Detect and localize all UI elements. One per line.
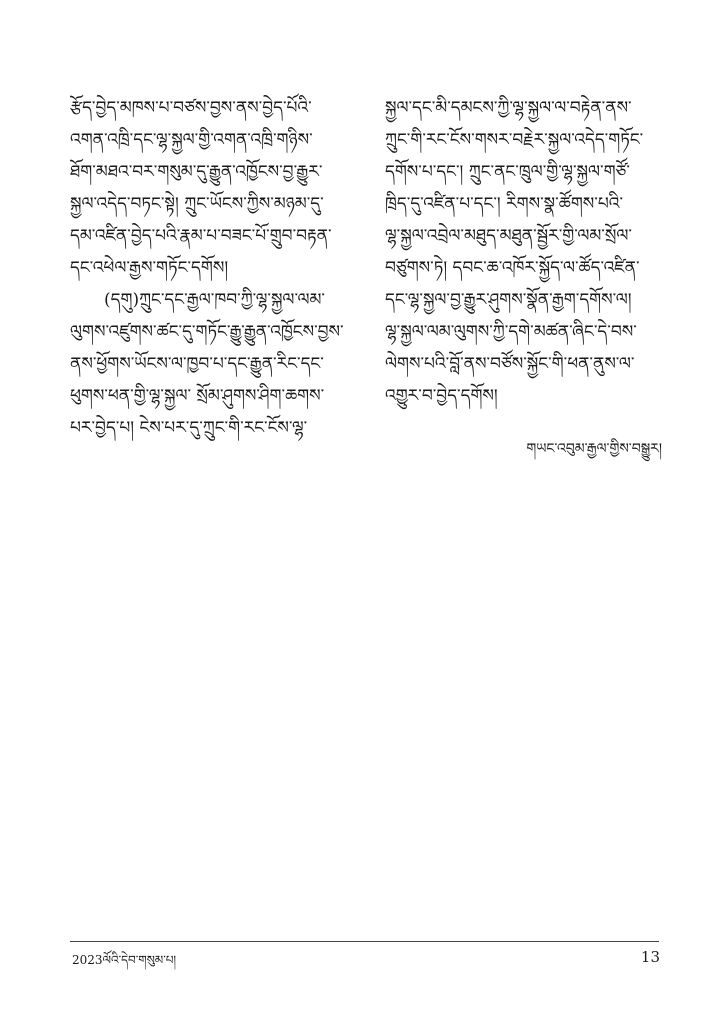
left-column	[70, 92, 362, 444]
body-text-line: ཐོག་མཐའ་བར་གསུམ་དུ་རྒྱུན་འཁྱོངས་བྱ་རྒྱུར་	[70, 162, 323, 182]
body-text-line: ལྷ་སྐྱལ་འབྲེལ་མཐུད་མཐུན་སྦྱོར་གྱི་ལམ་སྲོལ་	[385, 226, 632, 246]
translator-signature: གཡང་འབུམ་རྒྱལ་གྱིས་བསྒྱུར།	[526, 441, 662, 457]
body-text-line: དང་ལྷ་སྐྱལ་བྱ་རྒྱུར་ཤུགས་སྣོན་རྒྱག་དགོས་ལ།	[385, 290, 632, 310]
body-text-line: འགྱུར་བ་བྱེད་དགོས།	[385, 386, 498, 406]
body-text-line: ནས་ཕྱོགས་ཡོངས་ལ་ཁྱབ་པ་དང་རྒྱུན་རིང་དང་	[70, 354, 324, 374]
body-text-line: རྩོད་བྱེད་མཁས་པ་བཙས་བྱས་ནས་བྱེད་པོའི་	[70, 98, 312, 118]
body-text-line: ལྷ་སྐྱལ་ལམ་ལུགས་ཀྱི་དགེ་མཚན་ཞིང་དེ་བས་	[385, 322, 637, 342]
body-text-line: པར་བྱེད་པ། ངེས་པར་དུ་ཀྲུང་གི་རང་ངོས་ལྷ་	[70, 418, 308, 438]
body-text-line: བཙུགས་ཏེ། དབང་ཆ་འཁོར་སྐྱོད་ལ་ཚོད་འཛིན་	[385, 258, 640, 278]
body-text-line: དང་འཕེལ་རྒྱས་གཏོང་དགོས།	[70, 258, 229, 278]
body-text-line: ཀྲུང་གི་རང་ངོས་གསར་བརྗེར་སྐྱལ་འདེད་གཏོང་	[385, 130, 644, 150]
body-text-line: ལེགས་པའི་བློ་ནས་བཙོས་སྐྱོང་གི་ཕན་ནུས་ལ་	[385, 354, 635, 374]
body-text-line: དམ་འཛིན་བྱེད་པའི་རྣམ་པ་བཟང་པོ་གྲུབ་བརྟན་	[70, 226, 332, 246]
body-text-line: ལུགས་འཛུགས་ཚང་དུ་གཏོང་རྒྱུ་རྒྱུན་འཁྱོངས་བྱས་	[70, 322, 344, 342]
body-text-line: (དགུ)ཀྲུང་དང་རྒྱལ་ཁབ་ཀྱི་ལྷ་སྐྱལ་ལམ་	[104, 290, 326, 310]
issue-label: 2023ལོའི་དེབ་གསུམ་པ།	[72, 953, 177, 967]
footer-divider	[70, 941, 659, 942]
body-text-line: འགན་འཁྲི་དང་ལྷ་སྐྱལ་གྱི་འགན་འཁྲི་གཉིས་	[70, 130, 313, 150]
body-text-line: སྐྱལ་དང་མི་དམངས་ཀྱི་ལྷ་སྐྱལ་ལ་བརྟེན་ནས་	[385, 98, 632, 118]
page-number: 13	[640, 948, 660, 966]
body-text-line: ཕུགས་ཕན་གྱི་ལྷ་སྐྱལ་ སྲོམ་ཤུགས་ཤིག་ཆགས་	[70, 386, 325, 406]
body-text-line: དགོས་པ་དང་། ཀྲུང་ནང་ཁྲུལ་གྱི་ལྷ་སྐྱལ་གཙོ་	[385, 162, 630, 182]
body-text-line: ཁྲིད་དུ་འཛིན་པ་དང་། རིགས་སྣ་ཚོགས་པའི་	[385, 194, 624, 214]
right-column	[385, 92, 661, 412]
body-text-line: སྐྱལ་འདེད་བཏང་སྟེ། ཀྲུང་ཡོངས་ཀྱིས་མཉམ་དུ་	[70, 194, 324, 214]
